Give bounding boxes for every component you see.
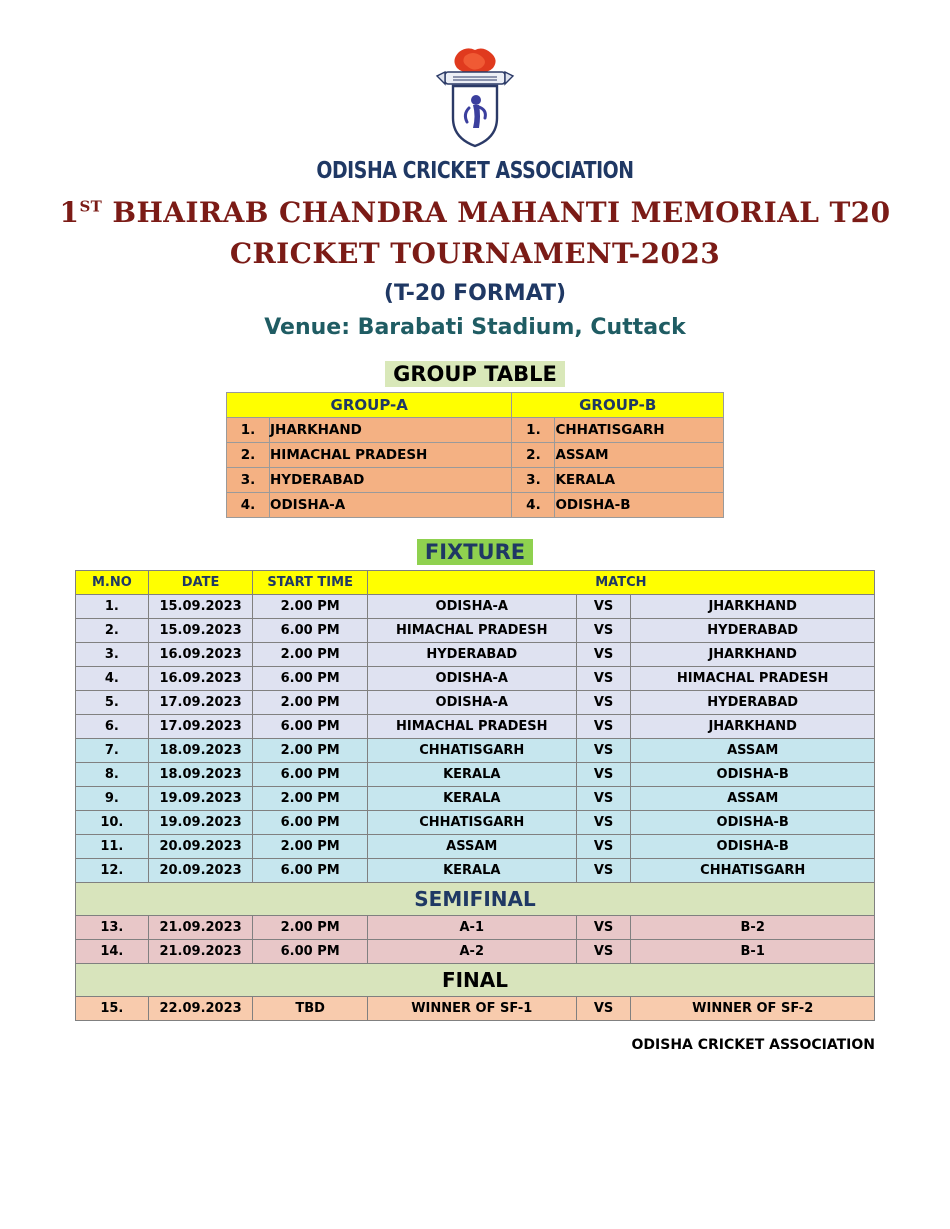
match-team2: ODISHA-B bbox=[631, 763, 875, 787]
group-b-index: 2. bbox=[512, 443, 555, 468]
match-date: 21.09.2023 bbox=[148, 940, 253, 964]
group-a-team: ODISHA-A bbox=[270, 493, 512, 518]
match-team2: ASSAM bbox=[631, 739, 875, 763]
group-table-header-row bbox=[227, 393, 724, 418]
organization-title: ODISHA CRICKET ASSOCIATION bbox=[316, 158, 634, 184]
match-no: 8. bbox=[76, 763, 149, 787]
table-row bbox=[76, 811, 875, 835]
match-time: 2.00 PM bbox=[253, 739, 367, 763]
match-team1: A-2 bbox=[367, 940, 576, 964]
group-b-index: 4. bbox=[512, 493, 555, 518]
match-no: 6. bbox=[76, 715, 149, 739]
match-vs: VS bbox=[576, 595, 631, 619]
match-date: 17.09.2023 bbox=[148, 691, 253, 715]
final-label: FINAL bbox=[76, 964, 875, 997]
group-a-index: 4. bbox=[227, 493, 270, 518]
match-vs: VS bbox=[576, 739, 631, 763]
match-vs: VS bbox=[576, 643, 631, 667]
match-date: 18.09.2023 bbox=[148, 763, 253, 787]
column-header-match: MATCH bbox=[367, 571, 874, 595]
match-time: 2.00 PM bbox=[253, 787, 367, 811]
table-row bbox=[76, 619, 875, 643]
match-team1: HIMACHAL PRADESH bbox=[367, 715, 576, 739]
group-a-team: HIMACHAL PRADESH bbox=[270, 443, 512, 468]
match-date: 15.09.2023 bbox=[148, 619, 253, 643]
match-time: 2.00 PM bbox=[253, 643, 367, 667]
table-row bbox=[76, 595, 875, 619]
group-b-team: KERALA bbox=[555, 468, 724, 493]
group-table bbox=[226, 392, 724, 518]
match-team1: ODISHA-A bbox=[367, 595, 576, 619]
match-team1: KERALA bbox=[367, 859, 576, 883]
table-row bbox=[76, 739, 875, 763]
match-date: 19.09.2023 bbox=[148, 811, 253, 835]
match-vs: VS bbox=[576, 715, 631, 739]
match-vs: VS bbox=[576, 916, 631, 940]
match-team2: JHARKHAND bbox=[631, 643, 875, 667]
group-a-team: JHARKHAND bbox=[270, 418, 512, 443]
group-a-index: 1. bbox=[227, 418, 270, 443]
match-date: 15.09.2023 bbox=[148, 595, 253, 619]
match-no: 7. bbox=[76, 739, 149, 763]
match-no: 9. bbox=[76, 787, 149, 811]
table-row bbox=[76, 667, 875, 691]
match-team1: WINNER OF SF-1 bbox=[367, 997, 576, 1021]
match-team1: CHHATISGARH bbox=[367, 811, 576, 835]
match-vs: VS bbox=[576, 997, 631, 1021]
table-row bbox=[76, 997, 875, 1021]
table-row bbox=[227, 468, 724, 493]
group-b-team: ASSAM bbox=[555, 443, 724, 468]
match-date: 16.09.2023 bbox=[148, 667, 253, 691]
footer-signature: ODISHA CRICKET ASSOCIATION bbox=[631, 1037, 875, 1054]
match-team2: JHARKHAND bbox=[631, 715, 875, 739]
tournament-title-line1 bbox=[38, 194, 912, 233]
match-vs: VS bbox=[576, 763, 631, 787]
fixture-body bbox=[76, 595, 875, 1021]
column-header-date: DATE bbox=[148, 571, 253, 595]
match-team1: ODISHA-A bbox=[367, 667, 576, 691]
group-b-header: GROUP-B bbox=[512, 393, 724, 418]
match-no: 2. bbox=[76, 619, 149, 643]
column-header-matchno: M.NO bbox=[76, 571, 149, 595]
column-header-starttime: START TIME bbox=[253, 571, 367, 595]
group-table-heading-text: GROUP TABLE bbox=[385, 361, 565, 387]
cricket-crest-logo bbox=[429, 46, 521, 150]
group-b-index: 1. bbox=[512, 418, 555, 443]
match-team2: JHARKHAND bbox=[631, 595, 875, 619]
match-no: 3. bbox=[76, 643, 149, 667]
match-team2: ASSAM bbox=[631, 787, 875, 811]
match-vs: VS bbox=[576, 811, 631, 835]
match-vs: VS bbox=[576, 667, 631, 691]
semifinal-label: SEMIFINAL bbox=[76, 883, 875, 916]
match-no: 13. bbox=[76, 916, 149, 940]
table-row bbox=[76, 916, 875, 940]
tournament-title-line2: CRICKET TOURNAMENT-2023 bbox=[229, 236, 721, 270]
match-team1: KERALA bbox=[367, 763, 576, 787]
match-no: 14. bbox=[76, 940, 149, 964]
group-a-index: 2. bbox=[227, 443, 270, 468]
match-date: 20.09.2023 bbox=[148, 859, 253, 883]
table-row bbox=[76, 763, 875, 787]
match-team2: CHHATISGARH bbox=[631, 859, 875, 883]
match-time: 2.00 PM bbox=[253, 595, 367, 619]
match-time: 2.00 PM bbox=[253, 691, 367, 715]
tournament-venue: Venue: Barabati Stadium, Cuttack bbox=[264, 315, 686, 341]
final-stage-row bbox=[76, 964, 875, 997]
tournament-format: (T-20 FORMAT) bbox=[383, 281, 567, 307]
match-time: 6.00 PM bbox=[253, 859, 367, 883]
match-team2: B-2 bbox=[631, 916, 875, 940]
match-team1: A-1 bbox=[367, 916, 576, 940]
match-time: 2.00 PM bbox=[253, 916, 367, 940]
match-vs: VS bbox=[576, 940, 631, 964]
match-team2: HIMACHAL PRADESH bbox=[631, 667, 875, 691]
group-a-header: GROUP-A bbox=[227, 393, 512, 418]
match-no: 4. bbox=[76, 667, 149, 691]
table-row bbox=[76, 691, 875, 715]
match-time: 6.00 PM bbox=[253, 619, 367, 643]
fixture-header-row bbox=[76, 571, 875, 595]
match-time: 6.00 PM bbox=[253, 763, 367, 787]
match-date: 17.09.2023 bbox=[148, 715, 253, 739]
table-row bbox=[76, 715, 875, 739]
match-time: 6.00 PM bbox=[253, 667, 367, 691]
match-team2: ODISHA-B bbox=[631, 811, 875, 835]
match-team1: ODISHA-A bbox=[367, 691, 576, 715]
match-vs: VS bbox=[576, 691, 631, 715]
match-time: TBD bbox=[253, 997, 367, 1021]
match-time: 6.00 PM bbox=[253, 940, 367, 964]
match-team1: HIMACHAL PRADESH bbox=[367, 619, 576, 643]
table-row bbox=[76, 940, 875, 964]
match-team2: HYDERABAD bbox=[631, 691, 875, 715]
table-row bbox=[76, 787, 875, 811]
match-team2: HYDERABAD bbox=[631, 619, 875, 643]
logo-container bbox=[38, 46, 912, 156]
match-date: 18.09.2023 bbox=[148, 739, 253, 763]
match-time: 6.00 PM bbox=[253, 811, 367, 835]
match-vs: VS bbox=[576, 619, 631, 643]
match-no: 10. bbox=[76, 811, 149, 835]
fixture-table bbox=[75, 570, 875, 1021]
match-date: 20.09.2023 bbox=[148, 835, 253, 859]
match-team2: B-1 bbox=[631, 940, 875, 964]
match-team2: WINNER OF SF-2 bbox=[631, 997, 875, 1021]
group-a-index: 3. bbox=[227, 468, 270, 493]
match-team1: HYDERABAD bbox=[367, 643, 576, 667]
match-date: 16.09.2023 bbox=[148, 643, 253, 667]
match-no: 12. bbox=[76, 859, 149, 883]
match-date: 22.09.2023 bbox=[148, 997, 253, 1021]
match-date: 21.09.2023 bbox=[148, 916, 253, 940]
group-b-team: CHHATISGARH bbox=[555, 418, 724, 443]
fixture-heading bbox=[38, 540, 912, 564]
table-row bbox=[227, 443, 724, 468]
group-a-team: HYDERABAD bbox=[270, 468, 512, 493]
match-team1: KERALA bbox=[367, 787, 576, 811]
fixture-heading-text: FIXTURE bbox=[417, 539, 533, 565]
table-row bbox=[227, 493, 724, 518]
table-row bbox=[76, 835, 875, 859]
tournament-name: BHAIRAB CHANDRA MAHANTI MEMORIAL T20 bbox=[112, 196, 891, 229]
match-time: 6.00 PM bbox=[253, 715, 367, 739]
match-no: 15. bbox=[76, 997, 149, 1021]
match-vs: VS bbox=[576, 835, 631, 859]
group-table-heading bbox=[38, 362, 912, 386]
table-row bbox=[76, 643, 875, 667]
match-time: 2.00 PM bbox=[253, 835, 367, 859]
match-no: 5. bbox=[76, 691, 149, 715]
group-b-team: ODISHA-B bbox=[555, 493, 724, 518]
table-row bbox=[227, 418, 724, 443]
table-row bbox=[76, 859, 875, 883]
tournament-ordinal: 1 bbox=[59, 196, 80, 229]
match-team1: ASSAM bbox=[367, 835, 576, 859]
match-no: 11. bbox=[76, 835, 149, 859]
semifinal-stage-row bbox=[76, 883, 875, 916]
match-vs: VS bbox=[576, 787, 631, 811]
match-no: 1. bbox=[76, 595, 149, 619]
tournament-ordinal-suffix: ST bbox=[79, 197, 103, 216]
match-vs: VS bbox=[576, 859, 631, 883]
match-team1: CHHATISGARH bbox=[367, 739, 576, 763]
match-team2: ODISHA-B bbox=[631, 835, 875, 859]
match-date: 19.09.2023 bbox=[148, 787, 253, 811]
group-b-index: 3. bbox=[512, 468, 555, 493]
